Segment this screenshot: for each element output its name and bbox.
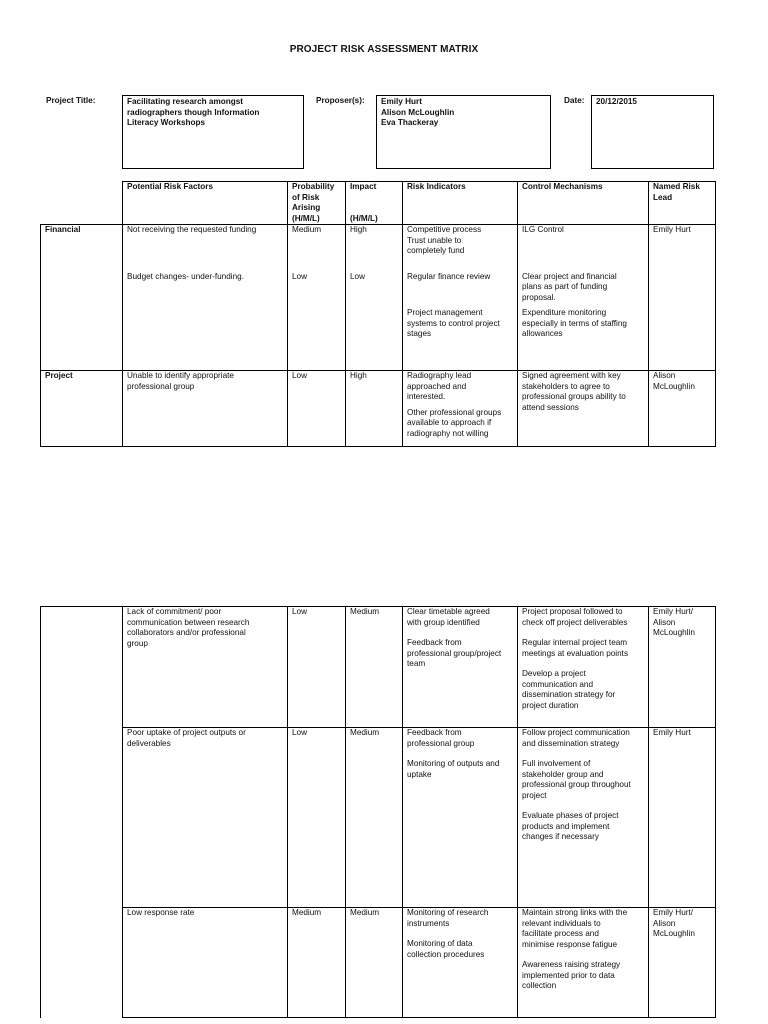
col-header-probability: Probability of Risk Arising (H/M/L) [288,182,346,225]
column-header-row [41,182,716,225]
control-mechanisms-cell [518,225,649,371]
risk-indicators-cell [403,607,518,728]
control-mechanism: Evaluate phases of project products and implement changes if necessary [522,811,619,841]
risk-factor: Budget changes- under-funding. [127,271,244,281]
proposers-box [376,95,551,169]
table-row [41,728,716,908]
document-title: PROJECT RISK ASSESSMENT MATRIX [289,44,479,55]
col-header-risk-factors: Potential Risk Factors [123,182,288,225]
control-mechanism: Awareness raising strategy implemented prior to data collection [522,960,621,990]
impact-cell [346,225,403,371]
date-value: 20/12/2015 [596,97,637,106]
control-mechanism: ILG Control [522,225,564,234]
risk-indicator: Feedback from professional group [407,728,475,748]
control-mechanism: Follow project communication and dissemination strategy [522,728,630,748]
risk-factor: Not receiving the requested funding [127,225,257,234]
risk-indicator: Project management systems to control project stages [407,308,500,338]
probability-value: Medium [292,225,322,234]
named-risk-lead: Emily Hurt [649,728,716,908]
risk-factor: Poor uptake of project outputs or deliverables [123,728,288,908]
risk-factor: Unable to identify appropriate professional group [123,371,288,447]
proposers-value: Emily Hurt Alison McLoughlin Eva Thackeray [381,97,455,127]
control-mechanism: Project proposal followed to check off project deliverables [522,607,628,627]
risk-indicators-cell [403,728,518,908]
risk-indicators-cell [403,371,518,447]
risk-indicator: Regular finance review [407,271,491,281]
table-row [41,908,716,1018]
category-cell-empty [41,607,123,1018]
probability-value: Low [288,728,346,908]
col-header-impact: Impact (H/M/L) [346,182,403,225]
risk-indicator: Competitive process Trust unable to completely fund [407,225,482,255]
control-mechanisms-cell [518,728,649,908]
impact-value: Low [350,271,366,281]
impact-value: High [346,371,403,447]
named-risk-lead-cell: Emily Hurt [649,225,716,371]
probability-value: Medium [288,908,346,1018]
risk-indicators-cell [403,225,518,371]
risk-indicator: Monitoring of outputs and uptake [407,759,500,779]
control-mechanisms-cell [518,607,649,728]
date-label: Date: [564,96,585,105]
control-mechanism: Clear project and financial plans as part of funding proposal. [522,271,617,302]
impact-value: High [350,225,367,234]
probability-value: Low [292,271,308,281]
impact-value: Medium [346,728,403,908]
control-mechanism: Full involvement of stakeholder group and professional group throughout project [522,759,631,800]
named-risk-lead: Emily Hurt/ Alison McLoughlin [649,607,716,728]
project-title-label: Project Title: [46,96,96,105]
risk-indicator: Monitoring of research instruments [407,908,489,928]
risk-matrix-table-page1 [40,181,716,447]
control-mechanism: Regular internal project team meetings at evaluation points [522,638,629,658]
control-mechanism: Maintain strong links with the relevant individuals to facilitate process and minimise response fatigue [522,908,628,949]
control-mechanism: Signed agreement with key stakeholders to agree to professional groups ability to attend sessions [518,371,649,447]
project-title-value: Facilitating research amongst radiographers though Information Literacy Workshops [127,97,260,127]
named-risk-lead: Emily Hurt/ Alison McLoughlin [649,908,716,1018]
named-risk-lead: Alison McLoughlin [649,371,716,447]
control-mechanism: Expenditure monitoring especially in terms of staffing allowances [522,308,627,338]
col-header-named-risk-lead: Named Risk Lead [649,182,716,225]
risk-matrix-table-page2 [40,606,716,1018]
impact-value: Medium [346,607,403,728]
risk-factors-cell [123,225,288,371]
risk-factor: Lack of commitment/ poor communication between research collaborators and/or professional group [123,607,288,728]
proposers-label: Proposer(s): [316,96,365,105]
col-header-risk-indicators: Risk Indicators [403,182,518,225]
risk-indicator: Radiography lead approached and interested. [407,371,472,401]
control-mechanisms-cell [518,908,649,1018]
impact-value: Medium [346,908,403,1018]
table-row-project [41,371,716,447]
table-row [41,607,716,728]
risk-indicator: Clear timetable agreed with group identified [407,607,490,627]
risk-indicator: Feedback from professional group/project team [407,638,502,668]
risk-indicator: Monitoring of data collection procedures [407,939,485,959]
empty-header-cell [41,182,123,225]
risk-indicator: Other professional groups available to approach if radiography not willing [407,407,502,438]
risk-indicators-cell [403,908,518,1018]
probability-value: Low [288,371,346,447]
category-financial: Financial [41,225,123,371]
probability-cell [288,225,346,371]
table-row-financial [41,225,716,371]
control-mechanism: Develop a project communication and dissemination strategy for project duration [522,669,616,710]
probability-value: Low [288,607,346,728]
project-title-box [122,95,304,169]
date-box [591,95,714,169]
risk-factor: Low response rate [123,908,288,1018]
col-header-control-mechanisms: Control Mechanisms [518,182,649,225]
category-project: Project [41,371,123,447]
